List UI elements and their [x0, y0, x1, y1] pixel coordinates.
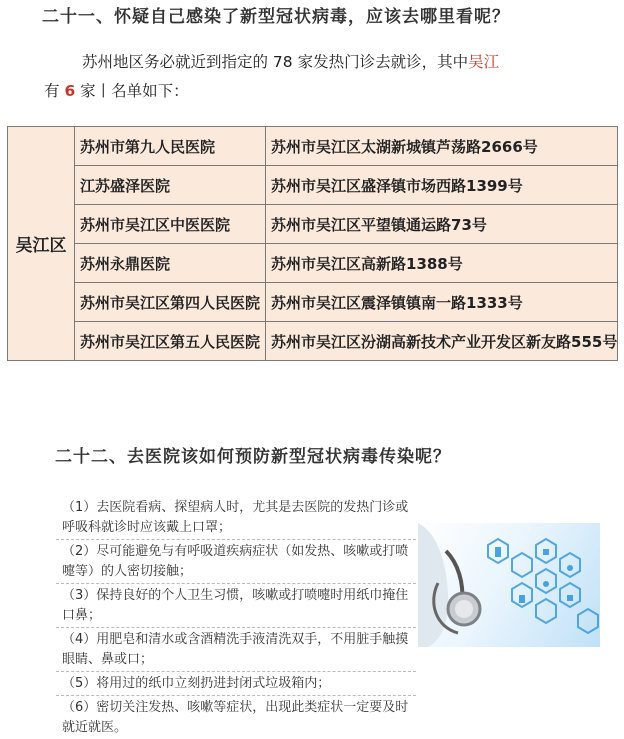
tip-item: （1）去医院看病、探望病人时，尤其是去医院的发热门诊或呼吸科就诊时应该戴上口罩；	[56, 496, 416, 540]
section1-intro	[44, 48, 604, 106]
hospital-address-cell: 苏州市吴江区平望镇通运路73号	[266, 205, 618, 244]
tip-item: （6）密切关注发热、咳嗽等症状，出现此类症状一定要及时就近就医。	[62, 699, 409, 735]
table-row	[8, 283, 618, 322]
intro-line1: 苏州地区务必就近到指定的 78 家发热门诊去就诊，其中	[82, 53, 469, 71]
stethoscope-medical-icons-illustration	[418, 523, 600, 647]
hospital-address-cell: 苏州市吴江区盛泽镇市场西路1399号	[266, 166, 618, 205]
hospital-address-cell: 苏州市吴江区太湖新城镇芦荡路2666号	[266, 127, 618, 166]
hospital-name-cell: 苏州市吴江区中医医院	[75, 205, 266, 244]
table-row	[8, 205, 618, 244]
stethoscope-illustration-svg	[418, 523, 600, 647]
hospital-name-cell: 苏州市吴江区第五人民医院	[75, 322, 266, 361]
table-row	[8, 127, 618, 166]
hospital-name-cell: 苏州永鼎医院	[75, 244, 266, 283]
section1-title: 二十一、怀疑自己感染了新型冠状病毒，应该去哪里看呢？	[42, 7, 510, 27]
tip-item: （3）保持良好的个人卫生习惯，咳嗽或打喷嚏时用纸巾掩住口鼻；	[56, 584, 416, 628]
intro-district-highlight: 吴江	[468, 53, 500, 71]
prevention-tips-list	[56, 496, 416, 739]
tip-item: （4）用肥皂和清水或含酒精洗手液清洗双手，不用脏手触摸眼睛、鼻或口；	[56, 628, 416, 672]
section2-title: 二十二、去医院该如何预防新型冠状病毒传染呢？	[55, 447, 451, 467]
intro-line2-prefix: 有	[44, 82, 65, 100]
table-row	[8, 322, 618, 361]
hospital-name-cell: 苏州市第九人民医院	[75, 127, 266, 166]
hospital-table	[7, 126, 618, 361]
hospital-name-cell: 苏州市吴江区第四人民医院	[75, 283, 266, 322]
table-row	[8, 244, 618, 283]
intro-count: 6	[64, 82, 76, 100]
tip-item: （2）尽可能避免与有呼吸道疾病症状（如发热、咳嗽或打喷嚏等）的人密切接触；	[56, 540, 416, 584]
table-row	[8, 166, 618, 205]
tip-item: （5）将用过的纸巾立刻扔进封闭式垃圾箱内；	[56, 672, 416, 696]
hospital-address-cell: 苏州市吴江区汾湖高新技术产业开发区新友路555号	[266, 322, 618, 361]
intro-line2-suffix: 家丨名单如下：	[75, 82, 189, 100]
hospital-name-cell: 江苏盛泽医院	[75, 166, 266, 205]
hospital-address-cell: 苏州市吴江区高新路1388号	[266, 244, 618, 283]
district-cell: 吴江区	[8, 127, 75, 361]
hospital-address-cell: 苏州市吴江区震泽镇镇南一路1333号	[266, 283, 618, 322]
